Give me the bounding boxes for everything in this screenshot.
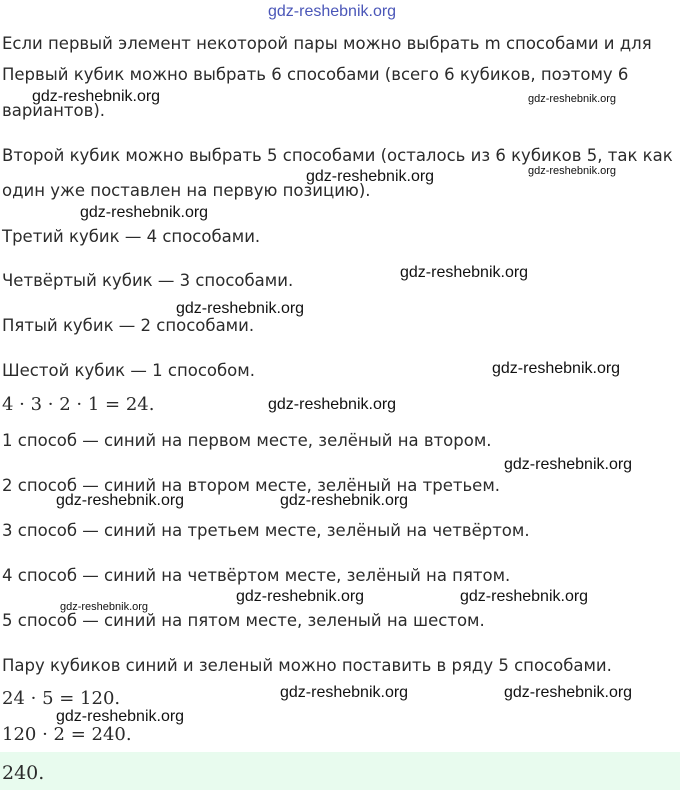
watermark[interactable]: gdz-reshebnik.org	[400, 264, 529, 281]
text-line-1: Если первый элемент некоторой пары можно выбрать m способами и для	[2, 34, 652, 53]
watermark[interactable]: gdz-reshebnik.org	[280, 492, 409, 509]
text-line-14: 5 способ — синий на пятом месте, зеленый на шестом.	[2, 611, 485, 630]
text-line-12: 3 способ — синий на третьем месте, зелёный на четвёртом.	[2, 521, 530, 540]
formula-line-2: 24 · 5 = 120.	[2, 688, 121, 709]
answer-block	[0, 752, 680, 790]
formula-line-1: 4 · 3 · 2 · 1 = 24.	[2, 394, 155, 415]
text-line-15: Пару кубиков синий и зеленый можно поставить в ряду 5 способами.	[2, 656, 612, 675]
watermark[interactable]: gdz-reshebnik.org	[56, 708, 185, 725]
text-line-11: 2 способ — синий на втором месте, зелёный на третьем.	[2, 476, 501, 495]
watermark[interactable]: gdz-reshebnik.org	[176, 300, 305, 317]
watermark[interactable]: gdz-reshebnik.org	[306, 168, 435, 185]
watermark[interactable]: gdz-reshebnik.org	[80, 204, 209, 221]
watermark[interactable]: gdz-reshebnik.org	[32, 88, 161, 105]
watermark[interactable]: gdz-reshebnik.org	[56, 492, 185, 509]
watermark[interactable]: gdz-reshebnik.org	[280, 684, 409, 701]
watermark[interactable]: gdz-reshebnik.org	[528, 165, 617, 177]
watermark[interactable]: gdz-reshebnik.org	[236, 588, 365, 605]
text-line-13: 4 способ — синий на четвёртом месте, зелёный на пятом.	[2, 566, 511, 585]
watermark[interactable]: gdz-reshebnik.org	[528, 93, 617, 105]
text-line-4: Второй кубик можно выбрать 5 способами (осталось из 6 кубиков 5, так как	[2, 146, 673, 165]
watermark[interactable]: gdz-reshebnik.org	[492, 360, 621, 377]
watermark[interactable]: gdz-reshebnik.org	[504, 684, 633, 701]
watermark-top[interactable]: gdz-reshebnik.org	[268, 3, 397, 20]
text-line-10: 1 способ — синий на первом месте, зелёный на втором.	[2, 431, 492, 450]
text-line-9: Шестой кубик — 1 способом.	[2, 361, 255, 380]
text-line-2: Первый кубик можно выбрать 6 способами (всего 6 кубиков, поэтому 6	[2, 65, 629, 84]
watermark[interactable]: gdz-reshebnik.org	[268, 396, 397, 413]
watermark[interactable]: gdz-reshebnik.org	[60, 601, 149, 613]
watermark[interactable]: gdz-reshebnik.org	[504, 456, 633, 473]
answer-value: 240.	[2, 762, 45, 784]
formula-line-3: 120 · 2 = 240.	[2, 724, 132, 745]
text-line-5: один уже поставлен на первую позицию).	[2, 181, 371, 200]
watermark[interactable]: gdz-reshebnik.org	[460, 588, 589, 605]
text-line-6: Третий кубик — 4 способами.	[2, 227, 261, 246]
text-line-8: Пятый кубик — 2 способами.	[2, 316, 255, 335]
text-line-3: вариантов).	[2, 101, 106, 120]
text-line-7: Четвёртый кубик — 3 способами.	[2, 271, 294, 290]
